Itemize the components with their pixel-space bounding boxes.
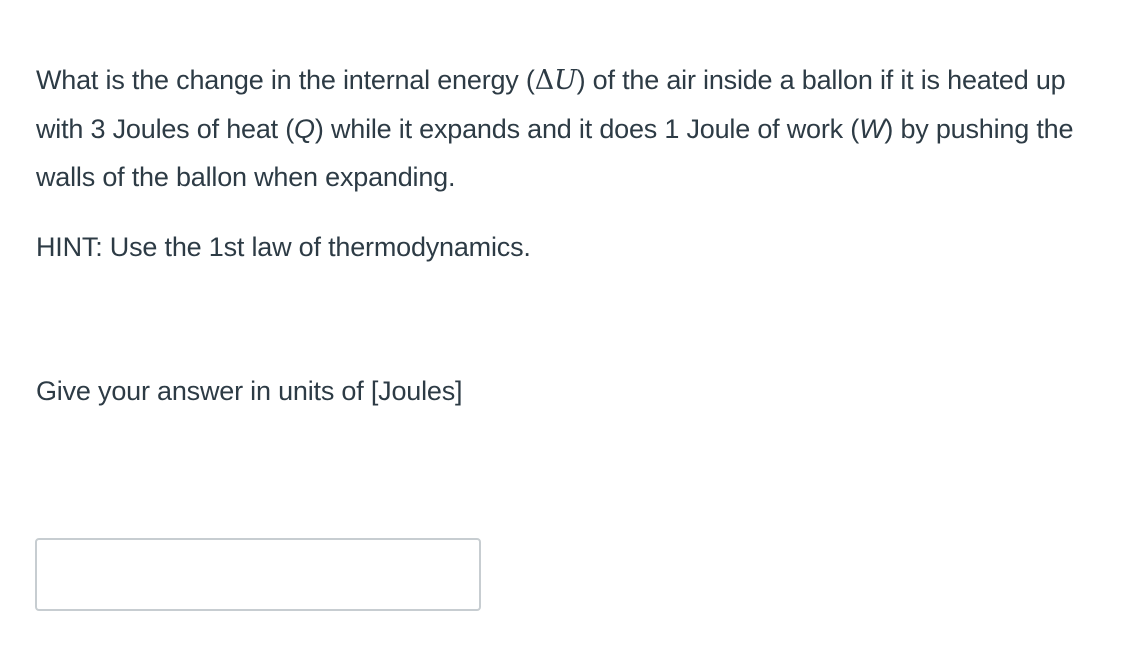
- question-text: [36, 56, 1106, 201]
- question-text-part: ) of the air inside a ballon if it is heated up with 3 Joules of heat (: [36, 65, 1066, 144]
- answer-instruction: Give your answer in units of [Joules]: [36, 376, 463, 406]
- question-text-part: What is the change in the internal energy (: [36, 65, 535, 95]
- question-text-part: ) by pushing the walls of the ballon when expanding.: [36, 114, 1074, 192]
- question-body: [36, 56, 1106, 271]
- work-variable: W: [859, 114, 885, 144]
- question-text-part: ) while it expands and it does 1 Joule of work (: [314, 114, 860, 144]
- hint-text: HINT: Use the 1st law of thermodynamics.: [36, 232, 531, 262]
- delta-u-symbol: [535, 65, 577, 96]
- answer-input[interactable]: [35, 538, 481, 611]
- heat-variable: Q: [294, 114, 315, 144]
- delta-glyph: Δ: [534, 65, 555, 96]
- u-variable: U: [554, 65, 577, 96]
